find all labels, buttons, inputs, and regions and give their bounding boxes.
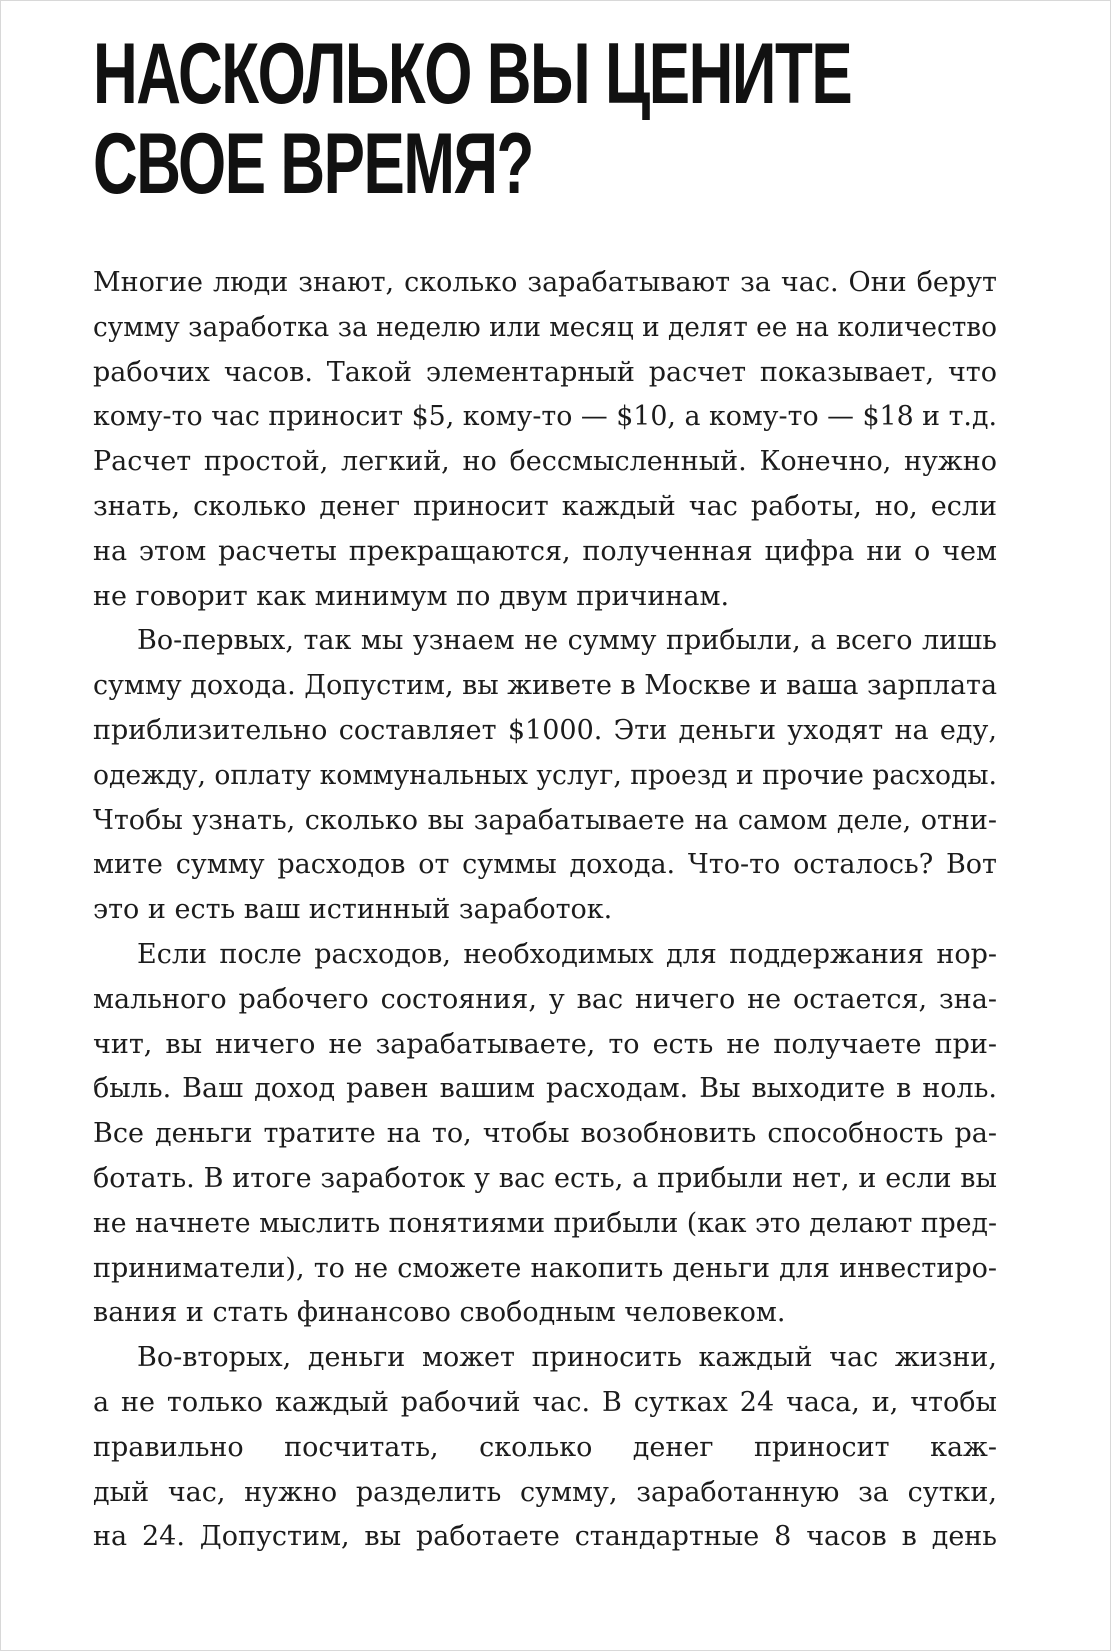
text-line: не начнете мыслить понятиями прибыли (как это делают пред- [93,1207,997,1239]
paragraph-3 [93,933,997,1336]
text-line: кому-то час приносит $5, кому-то — $10, а кому-то — $18 и т.д. [93,401,997,433]
chapter-title-line-2: СВОЕ ВРЕМЯ? [93,116,533,212]
paragraph-4 [93,1336,997,1560]
text-line: Во-первых, так мы узнаем не сумму прибыли, а всего лишь [137,625,997,657]
body-text [93,261,997,1560]
text-line: Если после расходов, необходимых для поддержания нор- [137,938,997,970]
text-line: сумму заработка за неделю или месяц и делят ее на количество [93,311,997,343]
text-line: Чтобы узнать, сколько вы зарабатываете на самом деле, отни- [93,804,997,836]
chapter-title-line-1: НАСКОЛЬКО ВЫ ЦЕНИТЕ [93,26,852,122]
text-line: одежду, оплату коммунальных услуг, проезд и прочие расходы. [93,759,997,791]
text-line: вания и стать финансово свободным человеком. [93,1297,786,1329]
text-line: мального рабочего состояния, у вас ничего не остается, зна- [93,983,997,1015]
text-line: ботать. В итоге заработок у вас есть, а прибыли нет, и если вы [93,1162,997,1194]
text-line: не говорит как минимум по двум причинам. [93,580,730,612]
text-line: рабочих часов. Такой элементарный расчет показывает, что [93,356,997,388]
text-line: на 24. Допустим, вы работаете стандартные 8 часов в день [93,1521,997,1553]
text-line: Все деньги тратите на то, чтобы возобновить способность ра- [93,1118,997,1150]
text-line: чит, вы ничего не зарабатываете, то есть не получаете при- [93,1028,997,1060]
text-line: знать, сколько денег приносит каждый час работы, но, если [93,490,997,522]
text-line: Расчет простой, легкий, но бессмысленный. Конечно, нужно [93,446,997,478]
text-line: это и есть ваш истинный заработок. [93,894,613,926]
text-line: Многие люди знают, сколько зарабатывают за час. Они берут [93,267,997,298]
text-line: Во-вторых, деньги может приносить каждый час жизни, [137,1342,997,1374]
text-line: быль. Ваш доход равен вашим расходам. Вы выходите в ноль. [93,1073,997,1105]
text-line: мите сумму расходов от суммы дохода. Что-то осталось? Вот [93,849,997,881]
text-line: на этом расчеты прекращаются, полученная цифра ни о чем [93,535,997,567]
text-line: правильно посчитать, сколько денег приносит каж- [93,1431,997,1463]
text-line: дый час, нужно разделить сумму, заработанную за сутки, [93,1476,997,1508]
paragraph-1 [93,261,997,619]
text-line: сумму дохода. Допустим, вы живете в Москве и ваша зарплата [93,670,997,702]
chapter-title [93,26,993,212]
text-line: а не только каждый рабочий час. В сутках 24 часа, и, чтобы [93,1386,997,1418]
text-line: приблизительно составляет $1000. Эти деньги уходят на еду, [93,714,997,746]
paragraph-2 [93,619,997,933]
book-page [93,26,997,1560]
text-line: приниматели), то не сможете накопить деньги для инвестиро- [93,1252,997,1284]
